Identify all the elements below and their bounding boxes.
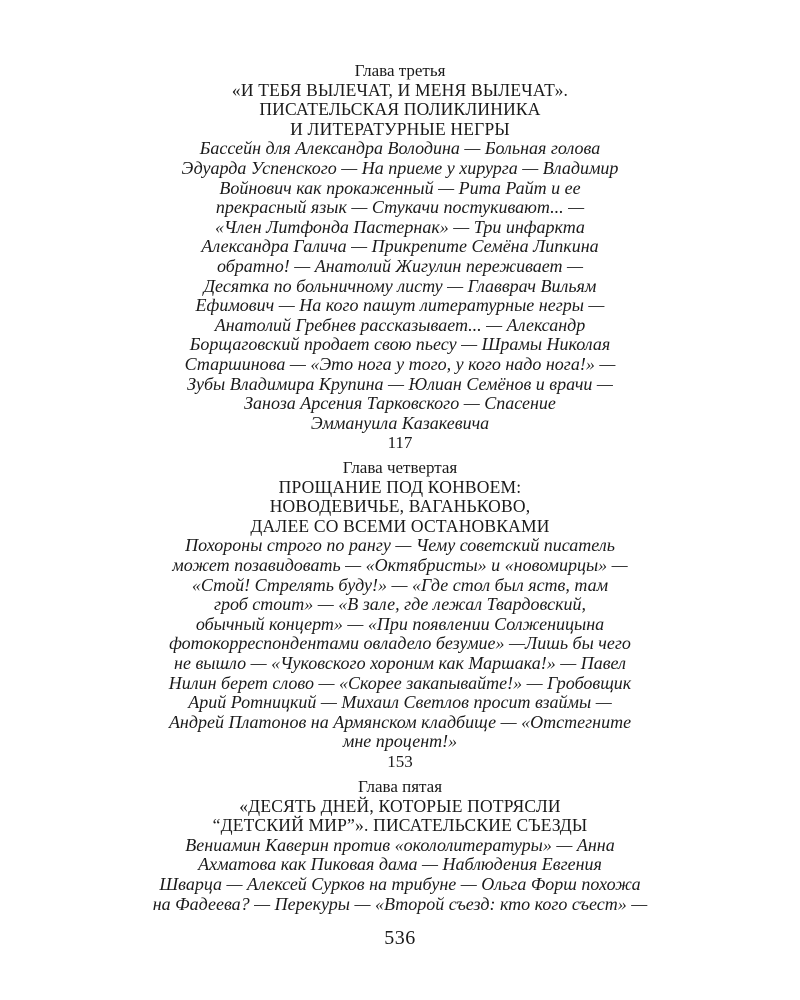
chapter-title-line: ПРОЩАНИЕ ПОД КОНВОЕМ:: [278, 476, 522, 497]
chapter-title-line: ДАЛЕЕ СО ВСЕМИ ОСТАНОВКАМИ: [250, 515, 550, 536]
chapter-5-entry: [90, 777, 710, 914]
summary-line: Александра Галича — Прикрепите Семёна Липкина: [201, 236, 599, 257]
chapter-title-line: “ДЕТСКИЙ МИР”». ПИСАТЕЛЬСКИЕ СЪЕЗДЫ: [212, 815, 588, 836]
summary-line: не вышло — «Чуковского хороним как Маршака!» — Павел: [174, 652, 626, 673]
summary-line: «Стой! Стрелять буду!» — «Где стол был яств, там: [191, 574, 609, 595]
page-folio-number: 536: [384, 927, 416, 949]
summary-line: Вениамин Каверин против «окололитературы» — Анна: [185, 834, 615, 855]
chapter-3-entry: [90, 61, 710, 453]
summary-line: Войнович как прокаженный — Рита Райт и ее: [219, 177, 581, 198]
chapter-title-line: «И ТЕБЯ ВЫЛЕЧАТ, И МЕНЯ ВЫЛЕЧАТ».: [231, 79, 569, 100]
chapter-label: Глава четвертая: [342, 458, 458, 477]
summary-line: мне процент!»: [342, 731, 458, 752]
chapter-page-number: 153: [387, 751, 413, 771]
summary-line: Нилин берет слово — «Скорее закапывайте!» — Гробовщик: [168, 672, 632, 693]
summary-line: на Фадеева? — Перекуры — «Второй съезд: кто кого съест» —: [152, 893, 648, 914]
chapter-page-number: 117: [387, 433, 413, 453]
chapter-title-line: ПИСАТЕЛЬСКАЯ ПОЛИКЛИНИКА: [259, 99, 541, 120]
summary-line: Андрей Платонов на Армянском кладбище — «Отстегните: [168, 711, 632, 732]
summary-line: Эдуарда Успенского — На приеме у хирурга — Владимир: [181, 157, 619, 178]
chapter-title-line: НОВОДЕВИЧЬЕ, ВАГАНЬКОВО,: [269, 496, 531, 517]
summary-line: прекрасный язык — Стукачи постукивают... —: [215, 197, 585, 218]
summary-line: Десятка по больничному листу — Главврач Вильям: [203, 275, 597, 296]
summary-line: Заноза Арсения Тарковского — Спасение: [244, 393, 556, 414]
chapter-label: Глава пятая: [357, 777, 443, 796]
summary-line: Ефимович — На кого пашут литературные негры —: [195, 295, 605, 316]
chapter-label: Глава третья: [354, 61, 446, 80]
summary-line: Старшинова — «Это нога у того, у кого надо нога!» —: [184, 353, 616, 374]
summary-line: Арий Ротницкий — Михаил Светлов просит взаймы —: [188, 692, 612, 713]
chapter-title-line: «ДЕСЯТЬ ДНЕЙ, КОТОРЫЕ ПОТРЯСЛИ: [239, 795, 561, 816]
summary-line: Ахматова как Пиковая дама — Наблюдения Евгения: [198, 854, 602, 875]
summary-line: обратно! — Анатолий Жигулин переживает —: [216, 255, 584, 276]
chapter-title-line: И ЛИТЕРАТУРНЫЕ НЕГРЫ: [290, 118, 510, 139]
summary-line: гроб стоит» — «В зале, где лежал Твардовский,: [213, 594, 587, 615]
summary-line: Похороны строго по рангу — Чему советский писатель: [185, 535, 615, 556]
summary-line: «Член Литфонда Пастернак» — Три инфаркта: [215, 216, 585, 237]
chapter-4-entry: [90, 458, 710, 772]
summary-line: Шварца — Алексей Сурков на трибуне — Ольга Форш похожа: [159, 873, 641, 894]
summary-line: Эммануила Казакевича: [310, 412, 490, 433]
summary-line: фотокорреспондентами овладело безумие» —Лишь бы чего: [169, 633, 631, 654]
summary-line: Борщаговский продает свою пьесу — Шрамы Николая: [189, 334, 611, 355]
summary-line: Зубы Владимира Крупина — Юлиан Семёнов и врачи —: [187, 373, 613, 394]
summary-line: Бассейн для Александра Володина — Больная голова: [199, 138, 601, 159]
summary-line: Анатолий Гребнев рассказывает... — Александр: [214, 314, 586, 335]
summary-line: может позавидовать — «Октябристы» и «новомирцы» —: [172, 554, 628, 575]
summary-line: обычный концерт» — «При появлении Солженицына: [195, 613, 605, 634]
